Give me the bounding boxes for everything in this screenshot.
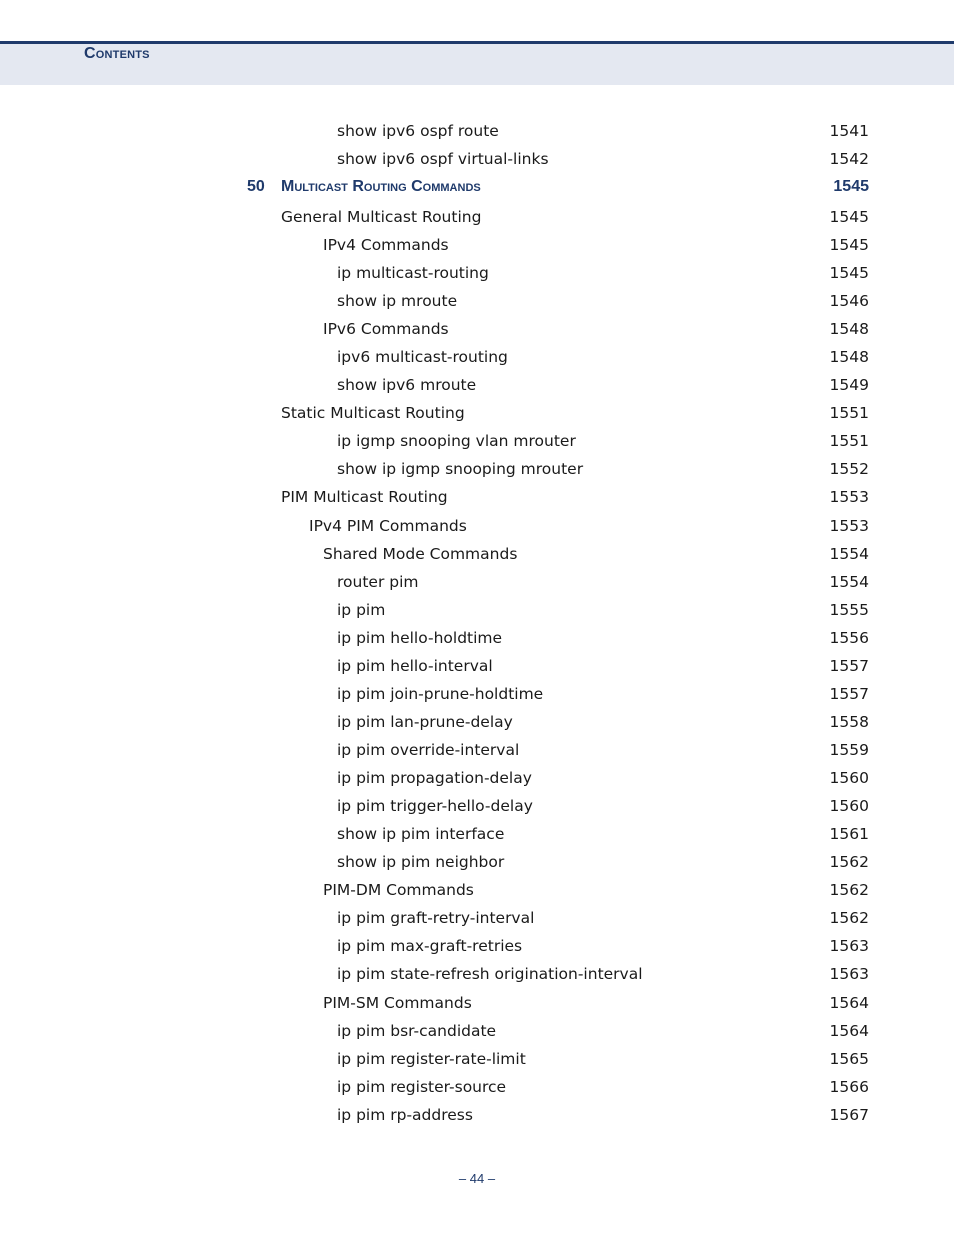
toc-entry-page: 1559: [829, 741, 869, 759]
toc-entry-page: 1565: [829, 1050, 869, 1068]
toc-entry[interactable]: [0, 767, 954, 789]
toc-entry-label: show ipv6 ospf virtual-links: [337, 150, 549, 168]
toc-entry-page: 1541: [829, 122, 869, 140]
toc-entry-label: ip pim max-graft-retries: [337, 937, 523, 955]
toc-entry[interactable]: [0, 148, 954, 170]
toc-entry-page: 1563: [829, 937, 869, 955]
page-number: – 44 –: [458, 1171, 496, 1186]
chapter-heading[interactable]: [0, 176, 954, 198]
toc-entry[interactable]: [0, 1076, 954, 1098]
toc-entry-page: 1562: [829, 881, 869, 899]
toc-entry[interactable]: [0, 290, 954, 312]
toc-entry[interactable]: [0, 599, 954, 621]
toc-entry[interactable]: [0, 318, 954, 340]
toc-entry[interactable]: [0, 935, 954, 957]
toc-entry[interactable]: [0, 515, 954, 537]
toc-entry[interactable]: [0, 374, 954, 396]
toc-entry-label: show ipv6 ospf route: [337, 122, 499, 140]
toc-entry-label: show ip mroute: [337, 292, 458, 310]
toc-entry-label: ip pim register-source: [337, 1078, 507, 1096]
chapter-title: Multicast Routing Commands: [281, 178, 481, 195]
toc-entry-page: 1548: [829, 348, 869, 366]
toc-entry-page: 1554: [829, 545, 869, 563]
toc-entry-page: 1555: [829, 601, 869, 619]
toc-entry-page: 1557: [829, 657, 869, 675]
toc-entry[interactable]: [0, 907, 954, 929]
toc-entry-label: General Multicast Routing: [281, 208, 482, 226]
toc-entry-label: IPv6 Commands: [323, 320, 449, 338]
toc-entry-label: ip pim rp-address: [337, 1106, 473, 1124]
toc-entry-page: 1560: [829, 797, 869, 815]
toc-entry-label: ip igmp snooping vlan mrouter: [337, 432, 576, 450]
running-header-title: Contents: [84, 45, 150, 62]
toc-entry-page: 1554: [829, 573, 869, 591]
toc-entry[interactable]: [0, 486, 954, 508]
toc-entry-page: 1545: [829, 264, 869, 282]
toc-entry[interactable]: [0, 823, 954, 845]
toc-entry-page: 1557: [829, 685, 869, 703]
toc-entry-page: 1558: [829, 713, 869, 731]
toc-entry-label: ip pim trigger-hello-delay: [337, 797, 533, 815]
toc-entry-label: ip pim override-interval: [337, 741, 520, 759]
toc-entry-label: ip pim join-prune-holdtime: [337, 685, 544, 703]
toc-entry[interactable]: [0, 655, 954, 677]
toc-entry-page: 1542: [829, 150, 869, 168]
toc-entry-page: 1551: [829, 432, 869, 450]
toc-entry-label: ip pim propagation-delay: [337, 769, 532, 787]
toc-entry-page: 1546: [829, 292, 869, 310]
toc-entry[interactable]: [0, 458, 954, 480]
toc-entry[interactable]: [0, 430, 954, 452]
toc-entry[interactable]: [0, 234, 954, 256]
chapter-page: 1545: [833, 178, 869, 195]
chapter-number: 50: [247, 178, 265, 195]
toc-entry-label: ip pim register-rate-limit: [337, 1050, 526, 1068]
toc-entry-label: ipv6 multicast-routing: [337, 348, 508, 366]
toc-entry-label: show ipv6 mroute: [337, 376, 477, 394]
toc-entry-label: ip pim bsr-candidate: [337, 1022, 497, 1040]
toc-entry-label: ip pim hello-holdtime: [337, 629, 503, 647]
toc-entry-page: 1562: [829, 853, 869, 871]
toc-entry[interactable]: [0, 627, 954, 649]
toc-entry-page: 1545: [829, 236, 869, 254]
toc-entry-page: 1551: [829, 404, 869, 422]
toc-entry-page: 1561: [829, 825, 869, 843]
toc-entry-label: IPv4 PIM Commands: [309, 517, 467, 535]
toc-entry-page: 1563: [829, 965, 869, 983]
toc-entry-label: PIM-SM Commands: [323, 994, 472, 1012]
toc-entry-label: ip pim graft-retry-interval: [337, 909, 535, 927]
toc-entry-page: 1545: [829, 208, 869, 226]
toc-entry-page: 1567: [829, 1106, 869, 1124]
toc-entry-page: 1562: [829, 909, 869, 927]
toc-entry[interactable]: [0, 543, 954, 565]
toc-entry-label: show ip igmp snooping mrouter: [337, 460, 584, 478]
toc-entry-label: ip pim state-refresh origination-interval: [337, 965, 643, 983]
toc-entry[interactable]: [0, 571, 954, 593]
toc-entry-page: 1553: [829, 488, 869, 506]
toc-entry-label: Shared Mode Commands: [323, 545, 518, 563]
toc-entry[interactable]: [0, 683, 954, 705]
toc-entry-label: PIM Multicast Routing: [281, 488, 448, 506]
toc-entry-page: 1552: [829, 460, 869, 478]
toc-entry-label: router pim: [337, 573, 419, 591]
toc-entry[interactable]: [0, 992, 954, 1014]
toc-entry[interactable]: [0, 1020, 954, 1042]
toc-entry-page: 1553: [829, 517, 869, 535]
toc-entry-label: Static Multicast Routing: [281, 404, 465, 422]
toc-entry-page: 1564: [829, 1022, 869, 1040]
toc-entry[interactable]: [0, 879, 954, 901]
toc-entry[interactable]: [0, 739, 954, 761]
toc-entry[interactable]: [0, 206, 954, 228]
toc-entry-label: ip pim hello-interval: [337, 657, 493, 675]
toc-entry-page: 1564: [829, 994, 869, 1012]
toc-entry-page: 1556: [829, 629, 869, 647]
toc-entry-label: show ip pim interface: [337, 825, 505, 843]
toc-entry-label: show ip pim neighbor: [337, 853, 505, 871]
toc-entry-page: 1566: [829, 1078, 869, 1096]
toc-entry-page: 1560: [829, 769, 869, 787]
toc-entry-page: 1548: [829, 320, 869, 338]
toc-entry-label: PIM-DM Commands: [323, 881, 474, 899]
toc-entry[interactable]: [0, 1048, 954, 1070]
toc-entry[interactable]: [0, 120, 954, 142]
toc-entry[interactable]: [0, 402, 954, 424]
toc-entry[interactable]: [0, 851, 954, 873]
toc-entry[interactable]: [0, 963, 954, 985]
toc-entry[interactable]: [0, 1104, 954, 1126]
toc-entry-label: IPv4 Commands: [323, 236, 449, 254]
toc-entry[interactable]: [0, 795, 954, 817]
toc-entry-label: ip pim lan-prune-delay: [337, 713, 513, 731]
toc-entry-label: ip multicast-routing: [337, 264, 489, 282]
toc-entry-label: ip pim: [337, 601, 386, 619]
toc-entry[interactable]: [0, 346, 954, 368]
toc-entry-page: 1549: [829, 376, 869, 394]
toc-entry[interactable]: [0, 711, 954, 733]
toc-entry[interactable]: [0, 262, 954, 284]
